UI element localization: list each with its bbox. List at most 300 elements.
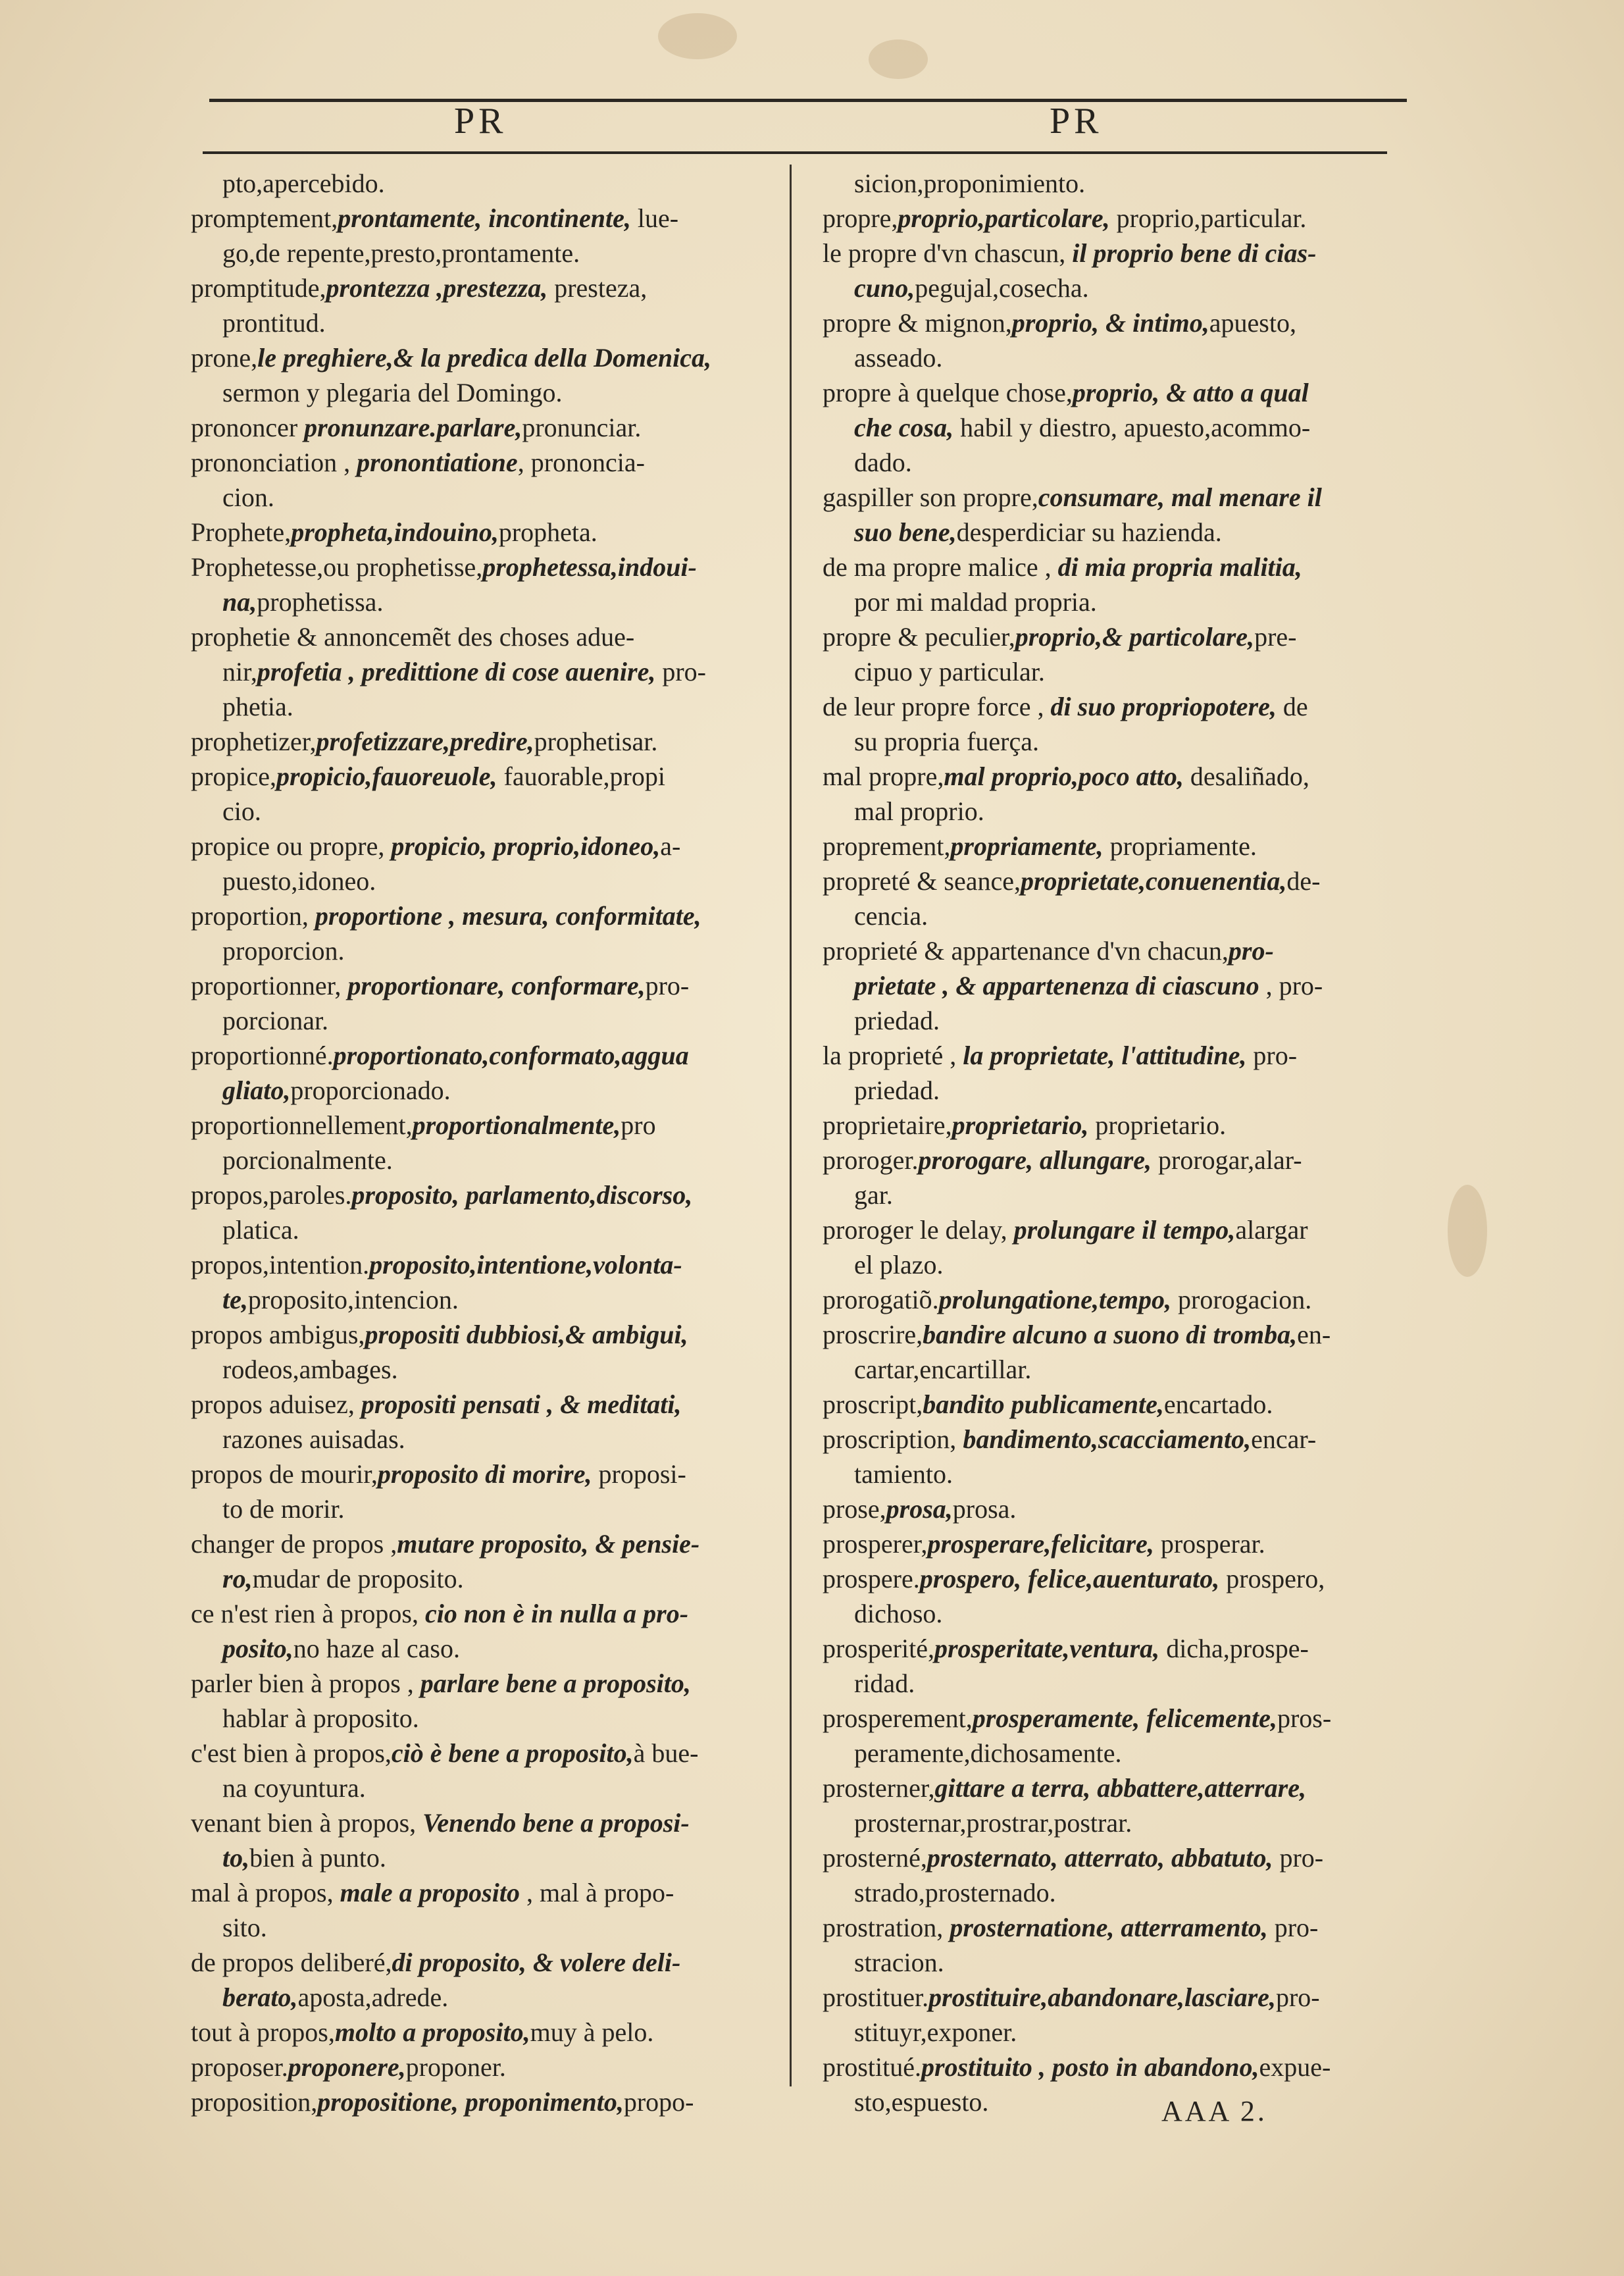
- dictionary-line: [823, 1945, 1418, 1980]
- dictionary-line: [823, 1212, 1418, 1247]
- line-text: prostration,: [823, 1913, 950, 1942]
- dictionary-line: [823, 445, 1418, 480]
- dictionary-line: [191, 1352, 783, 1387]
- dictionary-line: [191, 968, 783, 1003]
- line-text: prosterné,: [823, 1843, 927, 1873]
- italian-gloss: prosa,: [886, 1494, 953, 1524]
- dictionary-line: [191, 305, 783, 340]
- dictionary-line: [823, 166, 1418, 201]
- line-text: puesto,idoneo.: [222, 866, 376, 896]
- italian-gloss: proprio,& particolare,: [1015, 622, 1255, 652]
- line-text: prophetissa.: [257, 587, 384, 617]
- dictionary-line: [191, 375, 783, 410]
- line-text: prone,: [191, 343, 258, 373]
- dictionary-line: [823, 340, 1418, 375]
- italian-gloss: ro,: [222, 1564, 253, 1593]
- italian-gloss: proposito,intentione,volonta-: [369, 1250, 682, 1280]
- dictionary-line: [191, 898, 783, 933]
- dictionary-line: [191, 340, 783, 375]
- line-text: le propre d'vn chascun,: [823, 238, 1073, 268]
- dictionary-line: [823, 1177, 1418, 1212]
- italian-gloss: le preghiere,& la predica della Domenica,: [257, 343, 711, 373]
- line-text: proporcionado.: [290, 1075, 451, 1105]
- line-text: pronunciar.: [522, 413, 642, 442]
- line-text: nir,: [222, 657, 257, 686]
- italian-gloss: consumare, mal menare il: [1038, 482, 1322, 512]
- dictionary-line: [823, 1631, 1418, 1666]
- dictionary-line: [823, 1352, 1418, 1387]
- line-text: stracion.: [854, 1948, 944, 1977]
- dictionary-line: [823, 1736, 1418, 1771]
- dictionary-line: [191, 1177, 783, 1212]
- line-text: de propos deliberé,: [191, 1948, 392, 1977]
- italian-gloss: prostituito , posto in abandono,: [921, 2052, 1259, 2082]
- line-text: proportion,: [191, 901, 315, 931]
- italian-gloss: bandimento,scacciamento,: [963, 1424, 1252, 1454]
- dictionary-line: [823, 2050, 1418, 2084]
- dictionary-line: [823, 515, 1418, 550]
- dictionary-line: [823, 375, 1418, 410]
- dictionary-line: [823, 654, 1418, 689]
- italian-gloss: cuno,: [854, 273, 915, 303]
- line-text: , prononcia-: [517, 448, 645, 477]
- line-text: prospere.: [823, 1564, 920, 1593]
- line-text: hablar à proposito.: [222, 1703, 419, 1733]
- dictionary-line: [823, 1143, 1418, 1177]
- italian-gloss: profetizzare,predire,: [316, 727, 534, 756]
- line-text: bien à punto.: [249, 1843, 386, 1873]
- italian-gloss: molto a proposito,: [334, 2017, 530, 2047]
- italian-gloss: berato,: [222, 1982, 298, 2012]
- line-text: sicion,proponimiento.: [854, 168, 1086, 198]
- dictionary-line: [191, 1875, 783, 1910]
- italian-gloss: proportione , mesura, conformitate,: [315, 901, 701, 931]
- dictionary-line: [191, 619, 783, 654]
- italian-gloss: prosperitate,ventura,: [934, 1634, 1160, 1663]
- dictionary-line: [823, 1910, 1418, 1945]
- line-text: changer de propos ,: [191, 1529, 397, 1559]
- line-text: priedad.: [854, 1006, 940, 1035]
- line-text: porcionar.: [222, 1006, 329, 1035]
- line-text: pegujal,cosecha.: [915, 273, 1089, 303]
- dictionary-line: [191, 1457, 783, 1491]
- line-text: prophetie & annoncemẽt des choses aduе-: [191, 622, 635, 652]
- dictionary-line: [823, 1282, 1418, 1317]
- dictionary-line: [823, 1980, 1418, 2015]
- dictionary-line: [191, 1910, 783, 1945]
- line-text: proscrire,: [823, 1320, 923, 1349]
- line-text: c'est bien à propos,: [191, 1738, 392, 1768]
- line-text: pro-: [1267, 1913, 1319, 1942]
- dictionary-line: [823, 2084, 1418, 2119]
- italian-gloss: prosternato, atterrato, abbatuto,: [926, 1843, 1273, 1873]
- dictionary-line: [823, 724, 1418, 759]
- dictionary-line: [191, 1701, 783, 1736]
- line-text: prosterner,: [823, 1773, 935, 1803]
- dictionary-line: [191, 1491, 783, 1526]
- line-text: a-: [660, 831, 681, 861]
- line-text: por mi maldad propria.: [854, 587, 1097, 617]
- italian-gloss: male a proposito: [340, 1878, 520, 1907]
- line-text: habil y diestro, apuesto,acommo-: [953, 413, 1311, 442]
- dictionary-line: [191, 410, 783, 445]
- dictionary-line: [823, 2015, 1418, 2050]
- dictionary-line: [191, 724, 783, 759]
- dictionary-line: [823, 1422, 1418, 1457]
- dictionary-line: [823, 201, 1418, 236]
- line-text: prosperement,: [823, 1703, 973, 1733]
- line-text: desperdiciar su hazienda.: [956, 517, 1222, 547]
- line-text: prononcer: [191, 413, 305, 442]
- italian-gloss: pronontiatione: [357, 448, 518, 477]
- dictionary-line: [823, 271, 1418, 305]
- dictionary-line: [823, 1596, 1418, 1631]
- dictionary-line: [823, 1491, 1418, 1526]
- italian-gloss: proprio,particolare,: [898, 203, 1110, 233]
- line-text: gar.: [854, 1180, 893, 1210]
- line-text: propheta.: [498, 517, 597, 547]
- line-text: el plazo.: [854, 1250, 944, 1280]
- line-text: proscript,: [823, 1389, 923, 1419]
- line-text: parler bien à propos ,: [191, 1668, 420, 1698]
- dictionary-line: [191, 1945, 783, 1980]
- line-text: mudar de proposito.: [252, 1564, 464, 1593]
- line-text: sto,espuesto.: [854, 2087, 989, 2117]
- italian-gloss: posito,: [222, 1634, 293, 1663]
- dictionary-line: [823, 480, 1418, 515]
- line-text: , pro-: [1259, 971, 1323, 1000]
- dictionary-line: [823, 584, 1418, 619]
- italian-gloss: proposito, parlamento,discorso,: [351, 1180, 693, 1210]
- italian-gloss: prophetessa,indoui-: [482, 552, 697, 582]
- dictionary-line: [191, 584, 783, 619]
- italian-gloss: la proprietate, l'attitudine,: [963, 1041, 1247, 1070]
- dictionary-line: [191, 1317, 783, 1352]
- dictionary-line: [191, 445, 783, 480]
- line-text: en-: [1297, 1320, 1331, 1349]
- dictionary-line: [823, 829, 1418, 864]
- line-text: mal proprio.: [854, 796, 984, 826]
- italian-gloss: pronunzare.parlare,: [304, 413, 522, 442]
- italian-gloss: proportionare, conformare,: [347, 971, 646, 1000]
- italian-gloss: prietate , & appartenenza di ciascuno: [854, 971, 1259, 1000]
- dictionary-line: [191, 654, 783, 689]
- line-text: propre à quelque chose,: [823, 378, 1073, 407]
- line-text: de ma propre malice ,: [823, 552, 1058, 582]
- line-text: proroger le delay,: [823, 1215, 1014, 1245]
- line-text: Prophetesse,ou prophetisse,: [191, 552, 483, 582]
- dictionary-line: [191, 1805, 783, 1840]
- line-text: prosperer,: [823, 1529, 928, 1559]
- dictionary-line: [823, 1317, 1418, 1352]
- dictionary-line: [191, 1073, 783, 1108]
- dictionary-line: [191, 1247, 783, 1282]
- line-text: to de morir.: [222, 1494, 345, 1524]
- dictionary-line: [823, 898, 1418, 933]
- line-text: promptement,: [191, 203, 338, 233]
- dictionary-line: [823, 1073, 1418, 1108]
- paper-stain: [1448, 1185, 1487, 1277]
- paper-stain: [658, 13, 737, 59]
- italian-gloss: propositi pensati , & meditati,: [361, 1389, 682, 1419]
- italian-gloss: gittare a terra, abbattere,atterrare,: [934, 1773, 1306, 1803]
- line-text: mal à propos,: [191, 1878, 340, 1907]
- line-text: expue-: [1259, 2052, 1331, 2082]
- dictionary-line: [823, 1805, 1418, 1840]
- dictionary-line: [191, 515, 783, 550]
- dictionary-line: [823, 1875, 1418, 1910]
- dictionary-line: [823, 410, 1418, 445]
- dictionary-line: [823, 1526, 1418, 1561]
- line-text: peramente,dichosamente.: [854, 1738, 1122, 1768]
- italian-gloss: mal proprio,poco atto,: [944, 762, 1184, 791]
- line-text: cion.: [222, 482, 274, 512]
- line-text: la proprieté ,: [823, 1041, 963, 1070]
- line-text: phetia.: [222, 692, 293, 721]
- line-text: proporcion.: [222, 936, 345, 966]
- italian-gloss: propicio,fauoreuole,: [276, 762, 497, 791]
- line-text: pto,apercebido.: [222, 168, 385, 198]
- line-text: proprement,: [823, 831, 951, 861]
- line-text: propice,: [191, 762, 276, 791]
- line-text: aposta,adrede.: [297, 1982, 449, 2012]
- dictionary-line: [823, 236, 1418, 271]
- italian-gloss: che cosa,: [854, 413, 954, 442]
- line-text: propreté & seance,: [823, 866, 1021, 896]
- italian-gloss: gliato,: [222, 1075, 291, 1105]
- line-text: prononciation ,: [191, 448, 357, 477]
- italian-gloss: proponere,: [288, 2052, 406, 2082]
- line-text: pre-: [1254, 622, 1297, 652]
- line-text: sermon y plegaria del Domingo.: [222, 378, 563, 407]
- line-text: proposito,intencion.: [247, 1285, 459, 1314]
- line-text: priedad.: [854, 1075, 940, 1105]
- line-text: muy à pelo.: [530, 2017, 654, 2047]
- italian-gloss: di suo propriopotere,: [1050, 692, 1277, 721]
- dictionary-line: [191, 689, 783, 724]
- dictionary-line: [191, 2084, 783, 2119]
- dictionary-line: [191, 829, 783, 864]
- line-text: cartar,encartillar.: [854, 1355, 1032, 1384]
- dictionary-line: [823, 864, 1418, 898]
- dictionary-line: [823, 619, 1418, 654]
- italian-gloss: proposito di morire,: [377, 1459, 592, 1489]
- italian-gloss: bandito publicamente,: [923, 1389, 1164, 1419]
- line-text: de: [1276, 692, 1308, 721]
- italian-gloss: prontezza ,prestezza,: [326, 273, 548, 303]
- column-divider: [790, 165, 792, 2086]
- italian-gloss: te,: [222, 1285, 248, 1314]
- line-text: propos,paroles.: [191, 1180, 352, 1210]
- line-text: prophetizer,: [191, 727, 317, 756]
- line-text: prosperar.: [1154, 1529, 1265, 1559]
- line-text: prorogar,alar-: [1152, 1145, 1302, 1175]
- italian-gloss: di proposito, & volere deli-: [392, 1948, 681, 1977]
- dictionary-line: [823, 933, 1418, 968]
- header-rule-top: [209, 99, 1407, 102]
- dictionary-line: [191, 933, 783, 968]
- line-text: encar-: [1251, 1424, 1317, 1454]
- italian-gloss: proportionalmente,: [412, 1110, 621, 1140]
- line-text: prophetisar.: [534, 727, 658, 756]
- dictionary-line: [191, 236, 783, 271]
- line-text: venant bien à propos,: [191, 1808, 423, 1838]
- dictionary-line: [191, 550, 783, 584]
- line-text: proprietario.: [1088, 1110, 1227, 1140]
- line-text: ce n'est rien à propos,: [191, 1599, 425, 1628]
- line-text: pro: [621, 1110, 656, 1140]
- running-head-right: PR: [1050, 101, 1103, 142]
- italian-gloss: prosternatione, atterramento,: [950, 1913, 1268, 1942]
- paper-stain: [869, 39, 928, 79]
- italian-gloss: propicio, proprio,idoneo,: [391, 831, 661, 861]
- italian-gloss: proportionato,conformato,aggua: [333, 1041, 689, 1070]
- line-text: , mal à propo-: [519, 1878, 674, 1907]
- line-text: dado.: [854, 448, 912, 477]
- line-text: na coyuntura.: [222, 1773, 366, 1803]
- dictionary-line: [191, 1387, 783, 1422]
- italian-gloss: na,: [222, 587, 257, 617]
- dictionary-line: [191, 1666, 783, 1701]
- dictionary-line: [823, 794, 1418, 829]
- italian-gloss: ciò è bene a proposito,: [391, 1738, 634, 1768]
- line-text: presteza,: [547, 273, 647, 303]
- dictionary-line: [191, 1596, 783, 1631]
- dictionary-line: [823, 1561, 1418, 1596]
- line-text: dichoso.: [854, 1599, 943, 1628]
- line-text: proposi-: [592, 1459, 686, 1489]
- line-text: propre & peculier,: [823, 622, 1015, 652]
- dictionary-line: [823, 550, 1418, 584]
- line-text: lue-: [630, 203, 679, 233]
- line-text: propos aduisez,: [191, 1389, 361, 1419]
- dictionary-line: [191, 201, 783, 236]
- line-text: promptitude,: [191, 273, 326, 303]
- line-text: de leur propre force ,: [823, 692, 1051, 721]
- line-text: proponer.: [405, 2052, 506, 2082]
- line-text: prorogacion.: [1171, 1285, 1312, 1314]
- dictionary-line: [191, 794, 783, 829]
- line-text: mal propre,: [823, 762, 944, 791]
- italian-gloss: prolungare il tempo,: [1013, 1215, 1236, 1245]
- dictionary-line: [191, 1840, 783, 1875]
- header-rule-bottom: [203, 151, 1387, 154]
- line-text: pros-: [1277, 1703, 1332, 1733]
- dictionary-line: [823, 1666, 1418, 1701]
- italian-gloss: prospero, felice,auenturato,: [919, 1564, 1220, 1593]
- line-text: propos de mourir,: [191, 1459, 378, 1489]
- italian-gloss: bandire alcuno a suono di tromba,: [923, 1320, 1298, 1349]
- line-text: alargar: [1235, 1215, 1308, 1245]
- line-text: propriamente.: [1103, 831, 1257, 861]
- dictionary-line: [191, 1282, 783, 1317]
- dictionary-line: [191, 2050, 783, 2084]
- line-text: propos,intention.: [191, 1250, 370, 1280]
- line-text: strado,prosternado.: [854, 1878, 1056, 1907]
- dictionary-line: [191, 166, 783, 201]
- dictionary-line: [823, 689, 1418, 724]
- dictionary-line: [191, 1526, 783, 1561]
- line-text: ridad.: [854, 1668, 915, 1698]
- line-text: no haze al caso.: [293, 1634, 460, 1663]
- line-text: proposer.: [191, 2052, 288, 2082]
- dictionary-line: [191, 1212, 783, 1247]
- running-head-left: PR: [454, 101, 507, 142]
- line-text: stituyr,exponer.: [854, 2017, 1017, 2047]
- dictionary-line: [191, 864, 783, 898]
- line-text: propos ambigus,: [191, 1320, 365, 1349]
- dictionary-line: [823, 1247, 1418, 1282]
- line-text: prospero,: [1219, 1564, 1325, 1593]
- line-text: proprieté & appartenance d'vn chacun,: [823, 936, 1229, 966]
- line-text: propre,: [823, 203, 898, 233]
- italian-gloss: prolungatione,tempo,: [938, 1285, 1172, 1314]
- signature-mark: AAA 2.: [1161, 2095, 1267, 2127]
- italian-gloss: propositi dubbiosi,& ambigui,: [365, 1320, 688, 1349]
- italian-gloss: prosperamente, felicemente,: [972, 1703, 1277, 1733]
- line-text: tout à propos,: [191, 2017, 335, 2047]
- dictionary-line: [191, 480, 783, 515]
- italian-gloss: suo bene,: [854, 517, 957, 547]
- dictionary-line: [823, 1457, 1418, 1491]
- line-text: pro-: [645, 971, 690, 1000]
- italian-gloss: di mia propria malitia,: [1057, 552, 1302, 582]
- line-text: prontitud.: [222, 308, 326, 338]
- italian-gloss: propheta,indouino,: [291, 517, 499, 547]
- dictionary-line: [191, 1561, 783, 1596]
- italian-gloss: cio non è in nulla a pro-: [424, 1599, 689, 1628]
- italian-gloss: mutare proposito, & pensie-: [397, 1529, 700, 1559]
- line-text: prorogatiõ.: [823, 1285, 939, 1314]
- italian-gloss: prostituire,abandonare,lasciare,: [928, 1982, 1276, 2012]
- dictionary-line: [191, 759, 783, 794]
- line-text: pro-: [1246, 1041, 1298, 1070]
- line-text: sito.: [222, 1913, 267, 1942]
- dictionary-line: [823, 1701, 1418, 1736]
- line-text: à bue-: [633, 1738, 699, 1768]
- italian-gloss: to,: [222, 1843, 250, 1873]
- line-text: su propria fuerça.: [854, 727, 1039, 756]
- line-text: prosa.: [952, 1494, 1017, 1524]
- line-text: prose,: [823, 1494, 886, 1524]
- line-text: proportionner,: [191, 971, 348, 1000]
- line-text: prostituer.: [823, 1982, 929, 2012]
- line-text: cencia.: [854, 901, 928, 931]
- line-text: proprietaire,: [823, 1110, 952, 1140]
- dictionary-line: [823, 1771, 1418, 1805]
- line-text: propre & mignon,: [823, 308, 1012, 338]
- dictionary-line: [823, 305, 1418, 340]
- italian-gloss: proprio, & intimo,: [1011, 308, 1209, 338]
- dictionary-line: [823, 968, 1418, 1003]
- line-text: proscription,: [823, 1424, 963, 1454]
- line-text: tamiento.: [854, 1459, 953, 1489]
- line-text: prosperité,: [823, 1634, 934, 1663]
- line-text: razones auisadas.: [222, 1424, 405, 1454]
- line-text: proportionné.: [191, 1041, 334, 1070]
- line-text: cio.: [222, 796, 261, 826]
- italian-gloss: prorogare, allungare,: [918, 1145, 1152, 1175]
- line-text: Prophete,: [191, 517, 292, 547]
- line-text: rodeos,ambages.: [222, 1355, 398, 1384]
- line-text: pro-: [655, 657, 706, 686]
- italian-gloss: proprio, & atto a qual: [1072, 378, 1309, 407]
- line-text: apuesto,: [1209, 308, 1296, 338]
- line-text: porcionalmente.: [222, 1145, 393, 1175]
- dictionary-line: [191, 271, 783, 305]
- italian-gloss: parlare bene a proposito,: [420, 1668, 691, 1698]
- dictionary-line: [191, 1980, 783, 2015]
